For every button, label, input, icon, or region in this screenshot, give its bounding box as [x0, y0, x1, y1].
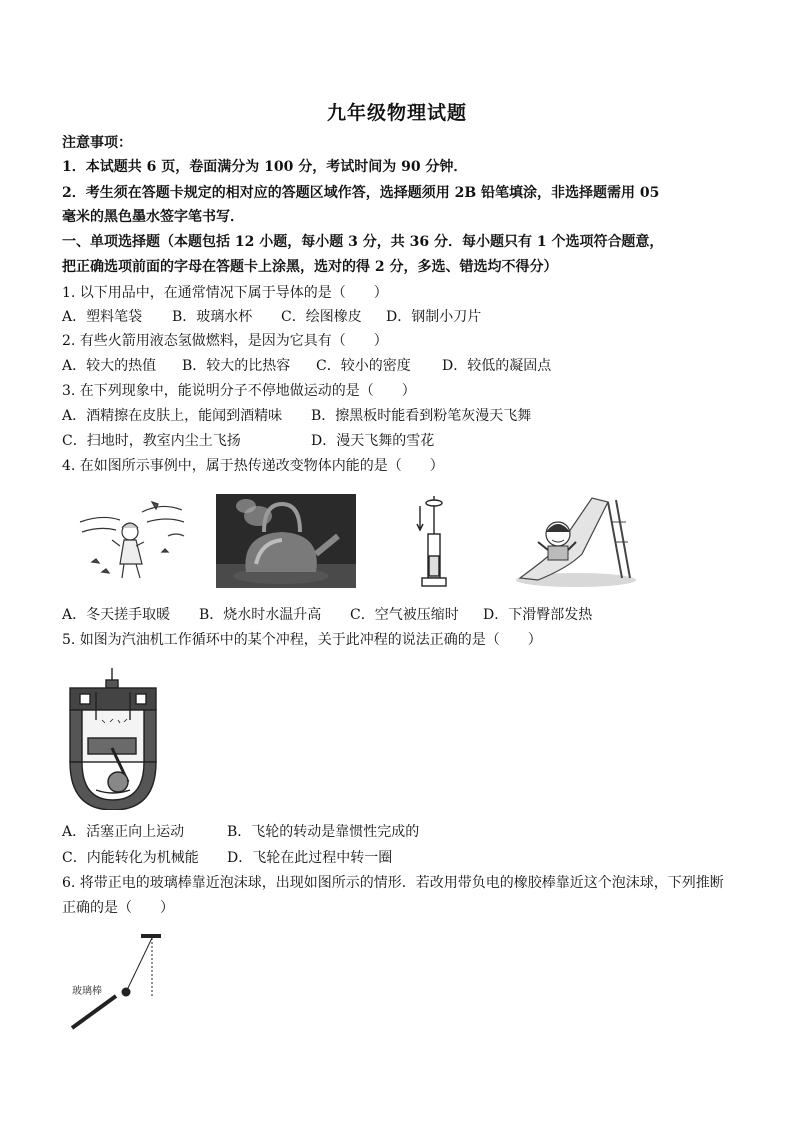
note-1: 1．本试题共 6 页，卷面满分为 100 分，考试时间为 90 分钟． [62, 159, 468, 175]
figure-slide [512, 492, 636, 588]
note-2-line2: 毫米的黑色墨水签字笔书写． [62, 209, 244, 225]
q5-stem: 5. 如图为汽油机工作循环中的某个冲程，关于此冲程的说法正确的是（ ） [62, 632, 542, 648]
q3-option-d: D．漫天飞舞的雪花 [311, 433, 435, 449]
figure-air-compression [412, 494, 456, 590]
q3-option-a: A．酒精擦在皮肤上，能闻到酒精味 [62, 408, 283, 424]
q2-option-d: D．较低的凝固点 [442, 358, 552, 374]
q5-option-d: D．飞轮在此过程中转一圈 [227, 850, 393, 866]
page-title: 九年级物理试题 [326, 102, 467, 124]
q4-option-b: B．烧水时水温升高 [199, 607, 322, 623]
q2-option-b: B．较大的比热容 [182, 358, 291, 374]
q2-option-c: C．较小的密度 [316, 358, 411, 374]
q1-option-b: B．玻璃水杯 [172, 309, 253, 325]
q3-stem: 3. 在下列现象中，能说明分子不停地做运动的是（ ） [62, 383, 416, 399]
q6-stem-line1: 6. 将带正电的玻璃棒靠近泡沫球，出现如图所示的情形．若改用带负电的橡胶棒靠近这个泡沫球，下列推断 [62, 875, 724, 891]
note-2-line1: 2．考生须在答题卡规定的相对应的答题区域作答，选择题须用 2B 铅笔填涂，非选择题需用 05 [62, 185, 660, 201]
q1-option-d: D．钢制小刀片 [386, 309, 482, 325]
q5-option-a: A．活塞正向上运动 [62, 824, 185, 840]
figure-rubbing-hands [72, 492, 190, 584]
q4-stem: 4. 在如图所示事例中，属于热传递改变物体内能的是（ ） [62, 458, 444, 474]
figure-kettle [216, 494, 356, 588]
q4-option-d: D．下滑臀部发热 [483, 607, 593, 623]
q1-option-c: C．绘图橡皮 [281, 309, 362, 325]
q5-option-b: B．飞轮的转动是靠惯性完成的 [227, 824, 420, 840]
glass-rod-label: 玻璃棒 [72, 986, 102, 997]
q6-stem-line2: 正确的是（ ） [62, 900, 174, 916]
q3-option-b: B．擦黑板时能看到粉笔灰漫天飞舞 [311, 408, 532, 424]
q4-option-c: C．空气被压缩时 [350, 607, 459, 623]
figure-glass-rod-foam-ball [66, 930, 176, 1034]
q4-option-a: A．冬天搓手取暖 [62, 607, 171, 623]
notes-heading: 注意事项： [62, 135, 132, 151]
q3-option-c: C．扫地时，教室内尘土飞扬 [62, 433, 241, 449]
q1-stem: 1. 以下用品中，在通常情况下属于导体的是（ ） [62, 285, 388, 301]
q1-option-a: A．塑料笔袋 [62, 309, 143, 325]
section1-instructions-line1: 一、单项选择题（本题包括 12 小题，每小题 3 分，共 36 分．每小题只有 1 个选项符合题意， [62, 234, 664, 250]
q2-option-a: A．较大的热值 [62, 358, 157, 374]
q5-option-c: C．内能转化为机械能 [62, 850, 199, 866]
section1-instructions-line2: 把正确选项前面的字母在答题卡上涂黑，选对的得 2 分，多选、错选均不得分） [62, 259, 558, 275]
figure-engine-stroke [66, 664, 160, 810]
q2-stem: 2. 有些火箭用液态氢做燃料，是因为它具有（ ） [62, 333, 388, 349]
